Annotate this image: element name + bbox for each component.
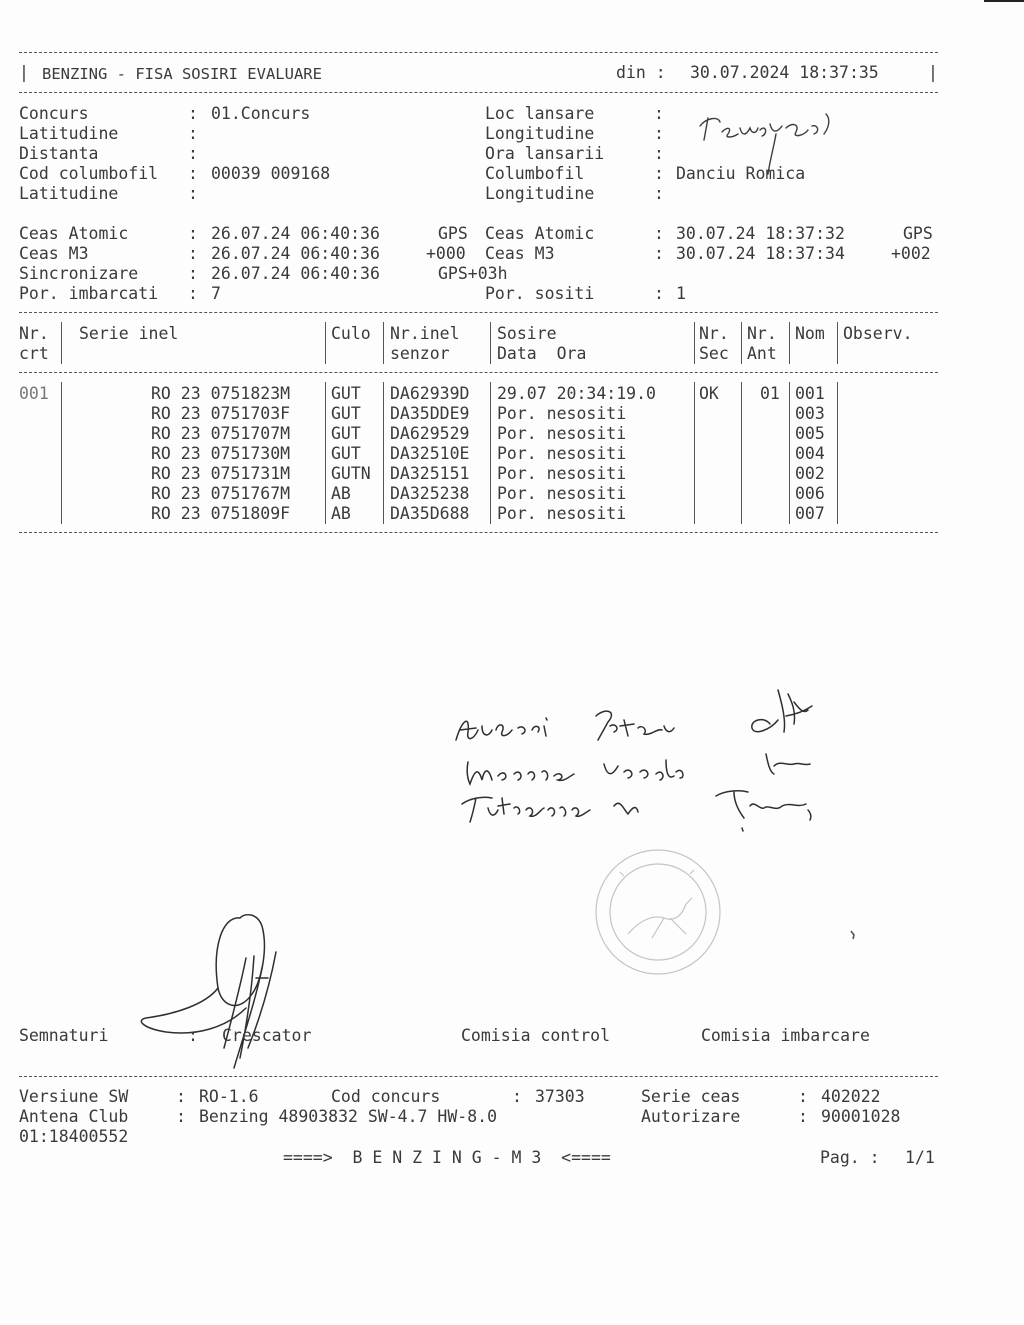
col-separator	[490, 382, 491, 524]
handwritten-commission-signatures	[448, 680, 848, 840]
info-colon: :	[188, 144, 198, 163]
sensor-cell: DA325238	[390, 484, 470, 503]
info-value-columbofil: Danciu Romica	[676, 164, 806, 183]
clock-colon: :	[188, 244, 198, 263]
info-label: Ora lansarii	[485, 144, 605, 163]
divider	[19, 52, 938, 53]
versiune-label: Versiune SW	[19, 1087, 129, 1106]
divider	[19, 312, 938, 313]
crescator-label: Crescator	[222, 1026, 312, 1045]
col-separator	[383, 322, 384, 364]
color-cell: GUT	[331, 384, 361, 403]
col-header-crt: crt	[19, 344, 49, 363]
sensor-cell: DA35DDE9	[390, 404, 470, 423]
info-label: Distanta	[19, 144, 99, 163]
info-colon: :	[188, 124, 198, 143]
ring-cell: RO 23 0751703F	[151, 404, 291, 423]
brand-banner: ====> B E N Z I N G - M 3 <====	[283, 1148, 611, 1167]
col-header-nr-inel: Nr.inel	[390, 324, 460, 343]
clock-colon: :	[654, 224, 664, 243]
col-header-nr-sec: Nr.	[699, 324, 729, 343]
sensor-cell: DA32510E	[390, 444, 470, 463]
info-colon: :	[654, 184, 664, 203]
color-cell: GUTN	[331, 464, 371, 483]
clock-suffix: GPS	[903, 224, 933, 243]
clock-label: Por. sositi	[485, 284, 595, 303]
clock-value: 30.07.24 18:37:32	[676, 224, 845, 243]
header-right-bar: |	[928, 63, 938, 82]
nom-cell: 007	[795, 504, 825, 523]
col-separator	[61, 322, 62, 364]
arrival-cell: Por. nesositi	[497, 484, 627, 503]
ring-cell: RO 23 0751730M	[151, 444, 291, 463]
sensor-cell: DA629529	[390, 424, 470, 443]
clock-value: 26.07.24 06:40:36	[211, 264, 380, 283]
serie-ceas-label: Serie ceas	[641, 1087, 741, 1106]
color-cell: GUT	[331, 404, 361, 423]
sensor-cell: DA62939D	[390, 384, 470, 403]
arrival-cell: Por. nesositi	[497, 404, 627, 423]
divider	[19, 92, 938, 93]
nom-cell: 006	[795, 484, 825, 503]
ring-cell: RO 23 0751707M	[151, 424, 291, 443]
info-label: Concurs	[19, 104, 89, 123]
divider	[19, 372, 938, 373]
por-imbarcati-value: 7	[211, 284, 221, 303]
signatures-label: Semnaturi	[19, 1026, 109, 1045]
col-header-observ: Observ.	[843, 324, 913, 343]
clock-value: 26.07.24 06:40:36	[211, 244, 380, 263]
arrival-cell: Por. nesositi	[497, 504, 627, 523]
antena-club-label: Antena Club	[19, 1107, 129, 1126]
nom-cell: 004	[795, 444, 825, 463]
clock-colon: :	[654, 244, 664, 263]
ant-cell: 01	[760, 384, 780, 403]
club-stamp-seal	[590, 842, 730, 982]
ring-cell: RO 23 0751809F	[151, 504, 291, 523]
clock-colon: :	[188, 284, 198, 303]
col-separator	[741, 322, 742, 364]
info-colon: :	[188, 164, 198, 183]
divider	[19, 1076, 938, 1077]
report-date-label: din :	[616, 63, 666, 82]
color-cell: AB	[331, 484, 351, 503]
nom-cell: 005	[795, 424, 825, 443]
col-separator	[789, 322, 790, 364]
nom-cell: 003	[795, 404, 825, 423]
col-separator	[325, 322, 326, 364]
footer-colon: :	[512, 1087, 522, 1106]
nom-cell: 001	[795, 384, 825, 403]
col-separator	[490, 322, 491, 364]
color-cell: GUT	[331, 424, 361, 443]
info-label: Cod columbofil	[19, 164, 159, 183]
clock-colon: :	[654, 284, 664, 303]
clock-suffix: +000	[426, 244, 466, 263]
autorizare-label: Autorizare	[641, 1107, 741, 1126]
clock-suffix: GPS+03h	[438, 264, 508, 283]
clock-label: Ceas M3	[19, 244, 89, 263]
cod-concurs-label: Cod concurs	[331, 1087, 441, 1106]
info-label: Columbofil	[485, 164, 585, 183]
arrival-cell: 29.07 20:34:19.0	[497, 384, 656, 403]
signatures-colon: :	[188, 1026, 198, 1045]
color-cell: GUT	[331, 444, 361, 463]
info-colon: :	[654, 124, 664, 143]
row-number: 001	[19, 384, 49, 403]
clock-colon: :	[188, 264, 198, 283]
page-number: 1/1	[905, 1148, 935, 1167]
col-header-nr: Nr.	[19, 324, 49, 343]
clock-value: 26.07.24 06:40:36	[211, 224, 380, 243]
club-code: 01:18400552	[19, 1127, 129, 1146]
col-header-culo: Culo	[331, 324, 371, 343]
versiune-value: RO-1.6	[199, 1087, 259, 1106]
page-label: Pag. :	[820, 1148, 880, 1167]
info-label: Latitudine	[19, 184, 119, 203]
scan-speck	[848, 929, 858, 941]
col-header-nr-ant: Nr.	[747, 324, 777, 343]
col-separator	[61, 382, 62, 524]
col-header-data-ora: Data Ora	[497, 344, 587, 363]
col-separator	[837, 382, 838, 524]
col-separator	[694, 322, 695, 364]
color-cell: AB	[331, 504, 351, 523]
col-header-serie: Serie inel	[79, 324, 179, 343]
por-sositi-value: 1	[676, 284, 686, 303]
col-header-senzor: senzor	[390, 344, 450, 363]
nom-cell: 002	[795, 464, 825, 483]
col-separator	[383, 382, 384, 524]
ring-cell: RO 23 0751731M	[151, 464, 291, 483]
info-colon: :	[654, 164, 664, 183]
clock-value: 30.07.24 18:37:34	[676, 244, 845, 263]
info-colon: :	[654, 144, 664, 163]
footer-colon: :	[176, 1107, 186, 1126]
footer-colon: :	[798, 1107, 808, 1126]
info-value-concurs: 01.Concurs	[211, 104, 311, 123]
info-label: Latitudine	[19, 124, 119, 143]
clock-label: Ceas Atomic	[485, 224, 595, 243]
clock-label: Ceas M3	[485, 244, 555, 263]
clock-colon: :	[188, 224, 198, 243]
clock-suffix: +002	[891, 244, 931, 263]
col-header-nom: Nom	[795, 324, 825, 343]
col-separator	[789, 382, 790, 524]
header-left-bar: |	[19, 63, 29, 82]
clock-label: Ceas Atomic	[19, 224, 129, 243]
col-separator	[694, 382, 695, 524]
crescator-signature	[136, 908, 316, 1078]
arrival-cell: Por. nesositi	[497, 444, 627, 463]
comisia-control-label: Comisia control	[461, 1026, 611, 1045]
sensor-cell: DA35D688	[390, 504, 470, 523]
ring-cell: RO 23 0751823M	[151, 384, 291, 403]
info-label: Longitudine	[485, 124, 595, 143]
info-colon: :	[188, 104, 198, 123]
info-colon: :	[654, 104, 664, 123]
antena-club-value: Benzing 48903832 SW-4.7 HW-8.0	[199, 1107, 498, 1126]
info-colon: :	[188, 184, 198, 203]
col-header-sec: Sec	[699, 344, 729, 363]
serie-ceas-value: 402022	[821, 1087, 881, 1106]
sec-cell: OK	[699, 384, 719, 403]
footer-colon: :	[176, 1087, 186, 1106]
sensor-cell: DA325151	[390, 464, 470, 483]
autorizare-value: 90001028	[821, 1107, 901, 1126]
col-separator	[741, 382, 742, 524]
info-label: Longitudine	[485, 184, 595, 203]
footer-colon: :	[798, 1087, 808, 1106]
report-title: BENZING - FISA SOSIRI EVALUARE	[42, 65, 322, 83]
col-separator	[837, 322, 838, 364]
cod-concurs-value: 37303	[535, 1087, 585, 1106]
divider	[19, 532, 938, 533]
col-separator	[325, 382, 326, 524]
arrival-cell: Por. nesositi	[497, 424, 627, 443]
report-date: 30.07.2024 18:37:35	[690, 63, 879, 82]
handwritten-location-signature	[696, 104, 846, 184]
clock-label: Por. imbarcati	[19, 284, 159, 303]
info-value-cod-columbofil: 00039 009168	[211, 164, 331, 183]
info-label: Loc lansare	[485, 104, 595, 123]
col-header-ant: Ant	[747, 344, 777, 363]
comisia-imbarcare-label: Comisia imbarcare	[701, 1026, 870, 1045]
scan-edge	[984, 0, 1024, 8]
ring-cell: RO 23 0751767M	[151, 484, 291, 503]
clock-label: Sincronizare	[19, 264, 139, 283]
clock-suffix: GPS	[438, 224, 468, 243]
arrival-cell: Por. nesositi	[497, 464, 627, 483]
col-header-sosire: Sosire	[497, 324, 557, 343]
